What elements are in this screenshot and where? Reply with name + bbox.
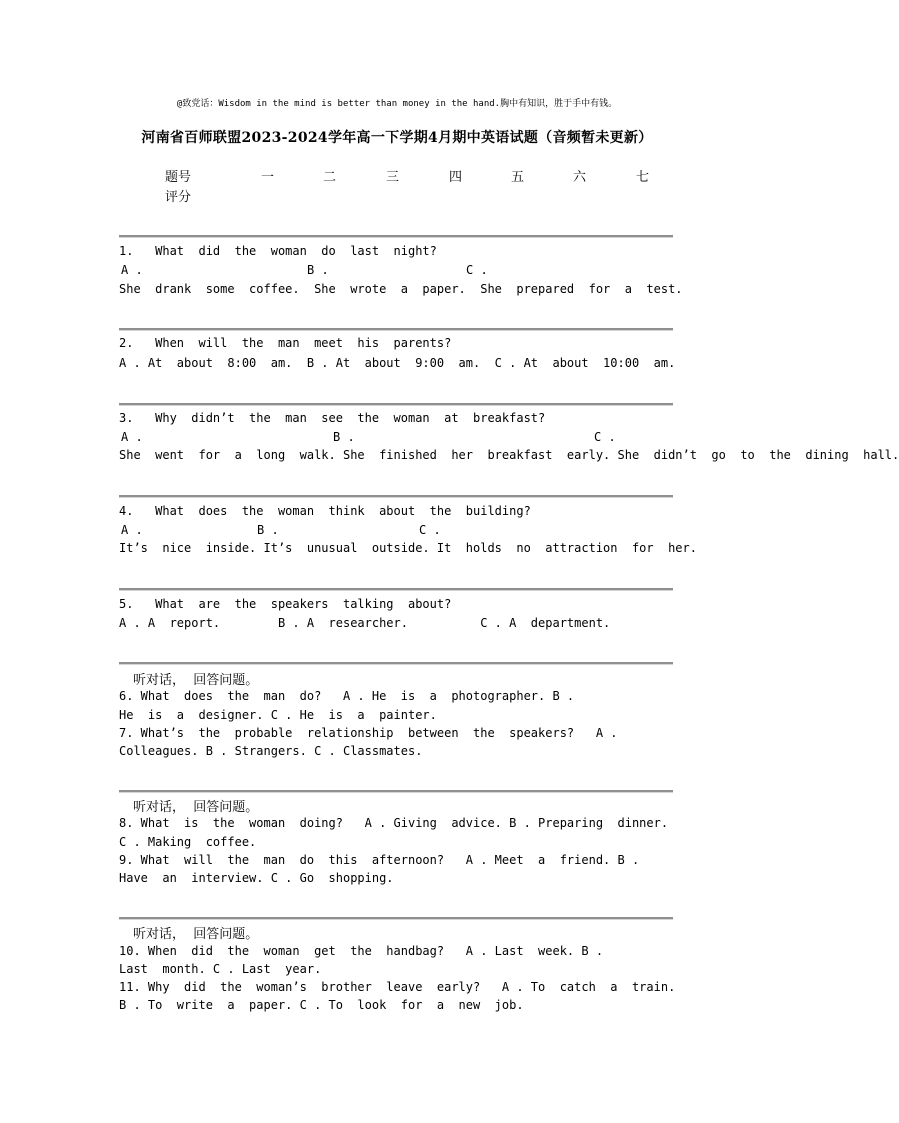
score-table-col-3: 三 [386, 170, 400, 185]
question-line: 6. What does the man do? A . He is a photographer. B . [119, 689, 575, 703]
question-stem: 2. When will the man meet his parents? [119, 336, 452, 350]
option-letter-b: B . [333, 430, 355, 444]
section-heading: 听对话， 回答问题。 [133, 673, 259, 688]
question-line: Have an interview. C . Go shopping. [119, 871, 394, 885]
page-title: 河南省百师联盟2023-2024学年高一下学期4月期中英语试题（音频暂未更新） [141, 130, 653, 146]
score-table-col-7: 七 [636, 170, 650, 185]
divider [119, 403, 673, 406]
divider [119, 917, 673, 920]
question-line: 10. When did the woman get the handbag? A . Last week. B . [119, 944, 604, 958]
question-line: 11. Why did the woman’s brother leave early? A . To catch a train. [119, 980, 676, 994]
divider [119, 495, 673, 498]
score-table-col-4: 四 [449, 170, 463, 185]
option-letter-c: C . [594, 430, 616, 444]
option-texts: She went for a long walk. She finished her breakfast early. She didn’t go to the dining hall. [119, 448, 899, 462]
option-letter-a: A . [121, 523, 143, 537]
divider [119, 662, 673, 665]
score-table-col-1: 一 [261, 170, 275, 185]
question-line: Colleagues. B . Strangers. C . Classmates. [119, 744, 423, 758]
question-line: Last month. C . Last year. [119, 962, 322, 976]
question-stem: 3. Why didn’t the man see the woman at breakfast? [119, 411, 546, 425]
option-letter-b: B . [307, 263, 329, 277]
score-table-row1-label: 题号 [165, 170, 192, 185]
question-stem: 1. What did the woman do last night? [119, 244, 437, 258]
divider [119, 588, 673, 591]
question-line: C . Making coffee. [119, 835, 257, 849]
question-stem: 5. What are the speakers talking about? [119, 597, 452, 611]
option-texts: It’s nice inside. It’s unusual outside. It holds no attraction for her. [119, 541, 697, 555]
option-letter-c: C . [466, 263, 488, 277]
option-letter-c: C . [419, 523, 441, 537]
option-texts: She drank some coffee. She wrote a paper. She prepared for a test. [119, 282, 683, 296]
option-texts: A . At about 8:00 am. B . At about 9:00 am. C . At about 10:00 am. [119, 356, 676, 370]
option-letter-a: A . [121, 430, 143, 444]
divider [119, 235, 673, 238]
question-stem: 4. What does the woman think about the building? [119, 504, 531, 518]
score-table-row2-label: 评分 [165, 190, 192, 205]
question-line: B . To write a paper. C . To look for a new job. [119, 998, 524, 1012]
score-table-col-5: 五 [511, 170, 525, 185]
option-letter-b: B . [257, 523, 279, 537]
question-line: 9. What will the man do this afternoon? A . Meet a friend. B . [119, 853, 640, 867]
divider [119, 328, 673, 331]
score-table-col-6: 六 [573, 170, 587, 185]
divider [119, 790, 673, 793]
question-line: 8. What is the woman doing? A . Giving advice. B . Preparing dinner. [119, 816, 669, 830]
page-motto: @致党话：Wisdom in the mind is better than money in the hand.胸中有知识，胜于手中有钱。 [176, 99, 618, 109]
option-letter-a: A . [121, 263, 143, 277]
section-heading: 听对话， 回答问题。 [133, 800, 259, 815]
question-line: 7. What’s the probable relationship between the speakers? A . [119, 726, 618, 740]
option-texts: A . A report. B . A researcher. C . A department. [119, 616, 611, 630]
score-table-col-2: 二 [323, 170, 337, 185]
question-line: He is a designer. C . He is a painter. [119, 708, 437, 722]
section-heading: 听对话， 回答问题。 [133, 927, 259, 942]
